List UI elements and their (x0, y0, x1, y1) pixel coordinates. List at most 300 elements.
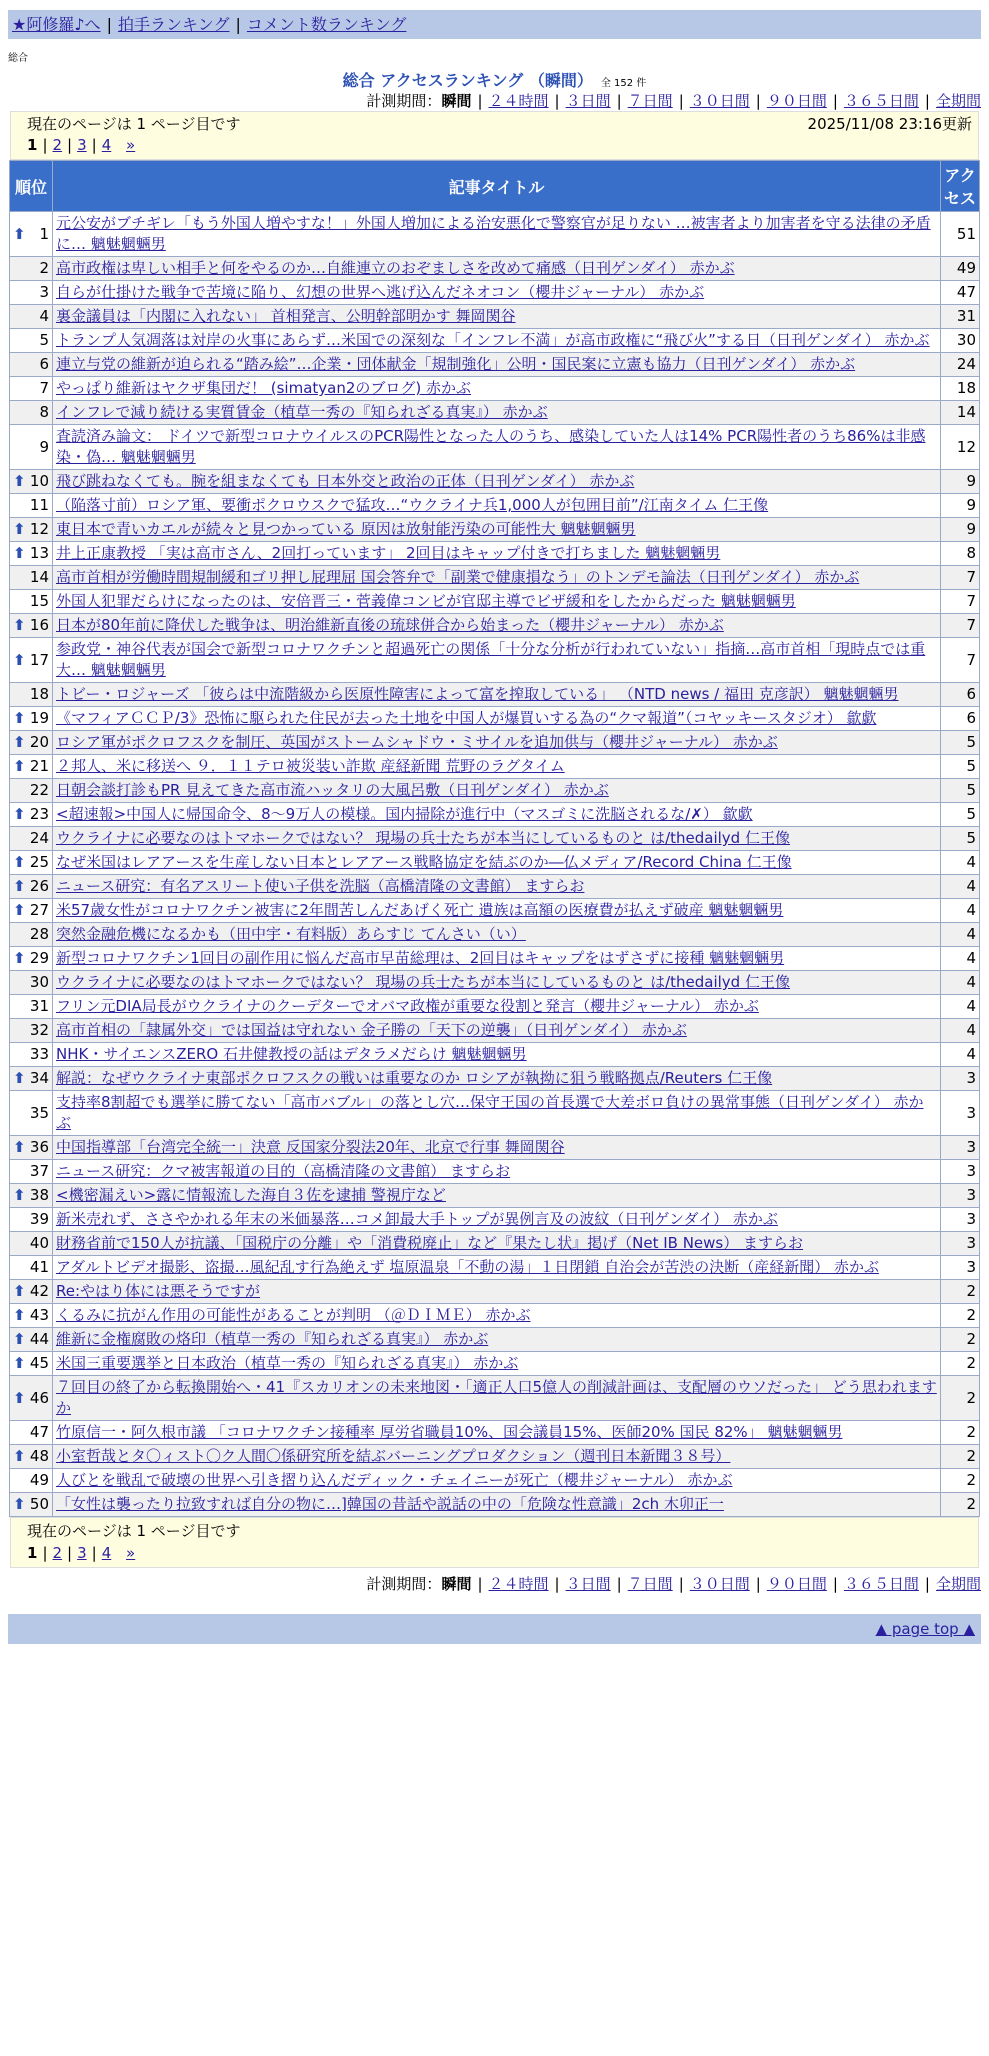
rank-cell (10, 1493, 52, 1516)
article-link[interactable]: ウクライナに必要なのはトマホークではない？ 現場の兵士たちが本当にしているものと は/thedailyd 仁王像 (56, 829, 790, 847)
table-row (10, 1232, 979, 1255)
rank-number: 9 (39, 437, 49, 456)
rank-number: 11 (29, 496, 49, 514)
access-count: 5 (941, 803, 979, 826)
rank-cell (10, 1019, 52, 1042)
article-link[interactable]: （陥落寸前）ロシア軍、要衝ポクロウスクで猛攻…“ウクライナ兵1,000人が包囲目前”/江南タイム 仁王像 (56, 496, 769, 514)
footer-bar (8, 1614, 981, 1644)
access-count: 4 (941, 851, 979, 874)
table-row (10, 683, 979, 706)
period-link-4[interactable]: ９０日間 (766, 92, 827, 110)
header-rank: 順位 (10, 161, 52, 211)
access-count: 4 (941, 1019, 979, 1042)
article-link[interactable]: トランプ人気凋落は対岸の火事にあらず…米国での深刻な「インフレ不満」が高市政権に“飛び火”する日（日刊ゲンダイ） 赤かぶ (56, 331, 930, 349)
table-row (10, 590, 979, 613)
article-link[interactable]: Re:やはり体には悪そうですが (56, 1282, 261, 1300)
title-cell (53, 1493, 940, 1516)
table-row (10, 566, 979, 589)
article-link[interactable]: 「女性は襲ったり拉致すれば自分の物に…]韓国の昔話や説話の中の「危険な性意識」2ch 木卯正一 (56, 1495, 724, 1513)
rank-cell (10, 1376, 52, 1420)
article-link[interactable]: ウクライナに必要なのはトマホークではない？ 現場の兵士たちが本当にしているものと は/thedailyd 仁王像 (56, 973, 790, 991)
period-link-3[interactable]: ３０日間 (689, 92, 750, 110)
article-link[interactable]: 突然金融危機になるかも（田中宇・有料版）あらすじ てんさい（い） (56, 925, 526, 943)
pager-separator: | (67, 136, 73, 154)
access-count: 5 (941, 755, 979, 778)
article-link[interactable]: 竹原信一・阿久根市議 「コロナワクチン接種率 厚労省職員10%、国会議員15%、医師20% 国民 82%」 魑魅魍魎男 (56, 1423, 843, 1441)
title-cell (53, 899, 940, 922)
table-row (10, 779, 979, 802)
period-link-2-bottom[interactable]: ７日間 (627, 1575, 673, 1593)
rank-cell (10, 1469, 52, 1492)
pager-link-3[interactable]: 3 (77, 136, 87, 154)
table-row (10, 875, 979, 898)
rank-number: 28 (29, 925, 49, 943)
up-arrow-icon: ⬆ (13, 877, 26, 895)
rank-cell (10, 638, 52, 682)
title-cell (53, 683, 940, 706)
article-link[interactable]: 人びとを戦乱で破壊の世界へ引き摺り込んだディック・チェイニーが死亡（櫻井ジャーナル） 赤かぶ (56, 1471, 733, 1489)
pager-separator (116, 136, 121, 154)
title-cell (53, 1067, 940, 1090)
period-link-5[interactable]: ３６５日間 (843, 92, 919, 110)
pager-link-4-bottom[interactable]: 4 (101, 1544, 112, 1562)
access-count: 51 (941, 212, 979, 256)
rank-cell (10, 1256, 52, 1279)
access-count: 6 (941, 707, 979, 730)
article-link[interactable]: ニュース研究：有名アスリート使い子供を洗脳（高橋清隆の文書館） ますらお (56, 877, 585, 895)
up-arrow-icon: ⬆ (13, 1186, 26, 1204)
period-link-1-bottom[interactable]: ３日間 (565, 1575, 611, 1593)
rank-cell (10, 566, 52, 589)
access-count: 2 (941, 1376, 979, 1420)
up-arrow-icon: ⬆ (13, 949, 26, 967)
pager-link-4[interactable]: 4 (101, 136, 112, 154)
table-row (10, 401, 979, 424)
article-link[interactable]: 自らが仕掛けた戦争で苦境に陥り、幻想の世界へ逃げ込んだネオコン（櫻井ジャーナル） 赤かぶ (56, 283, 705, 301)
access-count: 4 (941, 899, 979, 922)
period-current: 瞬間 (441, 1575, 472, 1593)
rank-number: 18 (29, 685, 49, 703)
period-separator: | (477, 92, 483, 110)
page-info: 現在のページは 1 ページ目です (27, 115, 241, 133)
access-count: 2 (941, 1280, 979, 1303)
article-link[interactable]: 外国人犯罪だらけになったのは、安倍晋三・菅義偉コンビが官邸主導でビザ緩和をしたからだった 魑魅魍魎男 (56, 592, 796, 610)
access-count: 4 (941, 947, 979, 970)
title-cell (53, 281, 940, 304)
rank-number: 20 (29, 733, 49, 751)
access-count: 7 (941, 614, 979, 637)
rank-number: 27 (29, 901, 49, 919)
rank-cell (10, 614, 52, 637)
access-count: 49 (941, 257, 979, 280)
table-row (10, 1136, 979, 1159)
up-arrow-icon: ⬆ (13, 224, 26, 243)
article-link[interactable]: 参政党・神谷代表が国会で新型コロナワクチンと超過死亡の関係「十分な分析が行われていない」指摘…高市首相「現時点では重大… 魑魅魍魎男 (56, 640, 926, 679)
period-link-3-bottom[interactable]: ３０日間 (689, 1575, 750, 1593)
pager-link-3-bottom[interactable]: 3 (77, 1544, 87, 1562)
article-link[interactable]: ロシア軍がポクロフスクを制圧、英国がストームシャドウ・ミサイルを追加供与（櫻井ジャーナル） 赤かぶ (56, 733, 778, 751)
rank-cell (10, 899, 52, 922)
ranking-title: 総合 アクセスランキング （瞬間） (342, 71, 593, 90)
table-row (10, 1160, 979, 1183)
period-link-0[interactable]: ２４時間 (488, 92, 549, 110)
rank-number: 34 (29, 1069, 49, 1087)
article-link[interactable]: 日朝会談打診もPR 見えてきた高市流ハッタリの大風呂敷（日刊ゲンダイ） 赤かぶ (56, 781, 609, 799)
title-cell (53, 995, 940, 1018)
article-link[interactable]: ニュース研究：クマ被害報道の目的（高橋清隆の文書館） ますらお (56, 1162, 511, 1180)
rank-number: 47 (29, 1423, 49, 1441)
rank-number: 44 (29, 1330, 49, 1348)
pager-separator: | (42, 136, 48, 154)
period-link-4-bottom[interactable]: ９０日間 (766, 1575, 827, 1593)
period-separator: | (616, 1575, 622, 1593)
access-count: 8 (941, 542, 979, 565)
title-cell (53, 614, 940, 637)
article-link[interactable]: 連立与党の維新が迫られる“踏み絵”…企業・団体献金「規制強化」公明・国民案に立憲も協力（日刊ゲンダイ） 赤かぶ (56, 355, 856, 373)
up-arrow-icon: ⬆ (13, 1282, 26, 1300)
table-row (10, 1328, 979, 1351)
title-cell (53, 590, 940, 613)
period-separator: | (477, 1575, 483, 1593)
page-top-link[interactable]: ▲ page top ▲ (875, 1620, 975, 1638)
article-link[interactable]: 東日本で青いカエルが続々と見つかっている 原因は放射能汚染の可能性大 魑魅魍魎男 (56, 520, 636, 538)
table-row (10, 1067, 979, 1090)
rank-cell (10, 401, 52, 424)
article-link[interactable]: やっぱり維新はヤクザ集団だ！ (simatyan2のブログ) 赤かぶ (56, 379, 472, 397)
table-row (10, 1091, 979, 1135)
title-cell (53, 875, 940, 898)
title-cell (53, 947, 940, 970)
rank-number: 49 (29, 1471, 49, 1489)
article-link[interactable]: なぜ米国はレアアースを生産しない日本とレアアース戦略協定を結ぶのか―仏メディア/Record China 仁王像 (56, 853, 792, 871)
title-cell (53, 1256, 940, 1279)
article-link[interactable]: インフレで減り続ける実質賃金（植草一秀の『知られざる真実』） 赤かぶ (56, 403, 548, 421)
rank-number: 23 (29, 805, 49, 823)
title-cell (53, 1208, 940, 1231)
rank-cell (10, 1280, 52, 1303)
access-count: 7 (941, 566, 979, 589)
access-count: 3 (941, 1160, 979, 1183)
table-row (10, 614, 979, 637)
period-separator: | (832, 1575, 838, 1593)
rank-number: 13 (29, 544, 49, 562)
rank-number: 36 (29, 1138, 49, 1156)
article-link[interactable]: 高市首相の「隷属外交」では国益は守れない 金子勝の「天下の逆襲」（日刊ゲンダイ） 赤かぶ (56, 1021, 687, 1039)
table-row (10, 1376, 979, 1420)
table-row (10, 329, 979, 352)
article-link[interactable]: 中国指導部「台湾完全統一」決意 反国家分裂法20年、北京で行事 舞岡関谷 (56, 1138, 565, 1156)
table-row (10, 353, 979, 376)
rank-number: 30 (29, 973, 49, 991)
article-link[interactable]: ２邦人、米に移送へ ９．１１テロ被災装い詐欺 産経新聞 荒野のラグタイム (56, 757, 565, 775)
article-link[interactable]: 日本が80年前に降伏した戦争は、明治維新直後の琉球併合から始まった（櫻井ジャーナル） 赤かぶ (56, 616, 724, 634)
period-link-6[interactable]: 全期間 (935, 92, 981, 110)
table-row (10, 1256, 979, 1279)
access-count: 9 (941, 494, 979, 517)
access-count: 2 (941, 1493, 979, 1516)
rank-number: 5 (39, 331, 49, 349)
rank-number: 37 (29, 1162, 49, 1180)
up-arrow-icon: ⬆ (13, 1306, 26, 1324)
rank-cell (10, 1208, 52, 1231)
rank-number: 25 (29, 853, 49, 871)
table-row (10, 971, 979, 994)
article-link[interactable]: ７回目の終了から転換開始へ・41『スカリオンの未来地図・「適正人口5億人の削減計画は、支配層のウソだった」 どう思われますか (56, 1378, 937, 1417)
rank-number: 7 (39, 379, 49, 397)
rank-cell (10, 827, 52, 850)
page-info-bottom: 現在のページは 1 ページ目です (27, 1522, 241, 1540)
table-row (10, 1469, 979, 1492)
period-link-2[interactable]: ７日間 (627, 92, 673, 110)
rank-cell (10, 305, 52, 328)
pager-separator: | (91, 136, 97, 154)
pager-next-bottom[interactable]: » (126, 1544, 136, 1562)
period-label: 計測期間： (366, 92, 442, 110)
rank-cell (10, 875, 52, 898)
title-cell (53, 1445, 940, 1468)
access-count: 2 (941, 1445, 979, 1468)
title-cell (53, 1304, 940, 1327)
title-cell (53, 1091, 940, 1135)
page-title (0, 68, 989, 91)
access-count: 4 (941, 923, 979, 946)
article-link[interactable]: アダルトビデオ撮影、盗撮…風紀乱す行為絶えず 塩原温泉「不動の湯」１日閉鎖 自治会が苦渋の決断（産経新聞） 赤かぶ (56, 1258, 879, 1276)
nav-separator: | (106, 15, 112, 34)
pager-next[interactable]: » (126, 136, 136, 154)
rank-cell (10, 494, 52, 517)
article-link[interactable]: 小室哲哉とタ〇ィスト〇ク人間〇係研究所を結ぶバーニングプロダクション（週刊日本新聞３８号） (56, 1447, 731, 1465)
period-link-5-bottom[interactable]: ３６５日間 (843, 1575, 919, 1593)
title-cell (53, 923, 940, 946)
rank-cell (10, 212, 52, 256)
access-count: 9 (941, 470, 979, 493)
title-cell (53, 470, 940, 493)
period-separator: | (924, 92, 930, 110)
table-row (10, 638, 979, 682)
pager-link-2[interactable]: 2 (52, 136, 63, 154)
article-link[interactable]: <機密漏えい>露に情報流した海自３佐を逮捕 警視庁など (56, 1186, 446, 1204)
table-row (10, 1493, 979, 1516)
access-count: 4 (941, 995, 979, 1018)
access-count: 3 (941, 1067, 979, 1090)
period-link-6-bottom[interactable]: 全期間 (935, 1575, 981, 1593)
period-separator: | (678, 1575, 684, 1593)
rank-number: 29 (29, 949, 49, 967)
access-count: 47 (941, 281, 979, 304)
rank-number: 15 (29, 592, 49, 610)
table-row (10, 377, 979, 400)
article-link[interactable]: 高市首相が労働時間規制緩和ゴリ押し屁理屈 国会答弁で「副業で健康損なう」のトンデモ論法（日刊ゲンダイ） 赤かぶ (56, 568, 860, 586)
title-cell (53, 1019, 940, 1042)
rank-number: 33 (29, 1045, 49, 1063)
table-row (10, 542, 979, 565)
period-separator: | (554, 1575, 560, 1593)
table-row (10, 755, 979, 778)
table-row (10, 995, 979, 1018)
period-link-0-bottom[interactable]: ２４時間 (488, 1575, 549, 1593)
title-cell (53, 212, 940, 256)
table-row (10, 1184, 979, 1207)
pager-separator (116, 1544, 121, 1562)
table-row (10, 1043, 979, 1066)
title-cell (53, 851, 940, 874)
rank-cell (10, 947, 52, 970)
article-link[interactable]: 米国三重要選挙と日本政治（植草一秀の『知られざる真実』） 赤かぶ (56, 1354, 519, 1372)
period-separator: | (616, 92, 622, 110)
rank-cell (10, 281, 52, 304)
access-count: 5 (941, 779, 979, 802)
total-count: 全 152 件 (600, 78, 647, 89)
rank-cell (10, 590, 52, 613)
access-count: 3 (941, 1256, 979, 1279)
period-separator: | (678, 92, 684, 110)
article-link[interactable]: トビー・ロジャーズ 「彼らは中流階級から医原性障害によって富を搾取している」 （NTD news / 福田 克彦訳） 魑魅魍魎男 (56, 685, 899, 703)
period-current: 瞬間 (441, 92, 472, 110)
title-cell (53, 329, 940, 352)
up-arrow-icon: ⬆ (13, 853, 26, 871)
article-link[interactable]: くるみに抗がん作用の可能性があることが判明 （＠ＤＩＭＥ） 赤かぶ (56, 1306, 531, 1324)
period-separator: | (832, 92, 838, 110)
article-link[interactable]: 査読済み論文： ドイツで新型コロナウイルスのPCR陽性となった人のうち、感染していた人は14% PCR陽性者のうち86%は非感染・偽… 魑魅魍魎男 (56, 427, 926, 466)
rank-number: 35 (29, 1103, 49, 1122)
article-link[interactable]: 裏金議員は「内閣に入れない」 首相発言、公明幹部明かす 舞岡関谷 (56, 307, 516, 325)
period-link-1[interactable]: ３日間 (565, 92, 611, 110)
rank-cell (10, 470, 52, 493)
access-count: 2 (941, 1304, 979, 1327)
article-link[interactable]: 元公安がブチギレ「もう外国人増やすな！」外国人増加による治安悪化で警察官が足りない …被害者より加害者を守る法律の矛盾に… 魑魅魍魎男 (56, 214, 931, 253)
title-cell (53, 353, 940, 376)
article-link[interactable]: 維新に金権腐敗の烙印（植草一秀の『知られざる真実』） 赤かぶ (56, 1330, 489, 1348)
up-arrow-icon: ⬆ (13, 757, 26, 775)
title-cell (53, 401, 940, 424)
access-count: 4 (941, 875, 979, 898)
title-cell (53, 377, 940, 400)
rank-cell (10, 971, 52, 994)
title-cell (53, 1421, 940, 1444)
up-arrow-icon: ⬆ (13, 709, 26, 727)
article-link[interactable]: 新型コロナワクチン1回目の副作用に悩んだ高市早苗総理は、2回目はキャップをはずさずに接種 魑魅魍魎男 (56, 949, 785, 967)
article-link[interactable]: 米57歳女性がコロナワクチン被害に2年間苦しんだあげく死亡 遺族は高額の医療費が払えず破産 魑魅魍魎男 (56, 901, 784, 919)
article-link[interactable]: <超速報>中国人に帰国命令、8～9万人の模様。国内掃除が進行中（マスゴミに洗脳されるな/✗） 歙歔 (56, 805, 753, 823)
article-link[interactable]: 解説：なぜウクライナ東部ポクロフスクの戦いは重要なのか ロシアが執拗に狙う戦略拠点/Reuters 仁王像 (56, 1069, 773, 1087)
up-arrow-icon: ⬆ (13, 472, 26, 490)
table-row (10, 1019, 979, 1042)
access-count: 3 (941, 1091, 979, 1135)
title-cell (53, 638, 940, 682)
up-arrow-icon: ⬆ (13, 616, 26, 634)
title-cell (53, 707, 940, 730)
rank-number: 6 (39, 355, 49, 373)
access-count: 7 (941, 590, 979, 613)
rank-cell (10, 353, 52, 376)
title-cell (53, 1469, 940, 1492)
rank-cell (10, 1352, 52, 1375)
pager-link-2-bottom[interactable]: 2 (52, 1544, 63, 1562)
article-link[interactable]: 井上正康教授 「実は高市さん、2回打っています」 2回目はキャップ付きで打ちました 魑魅魍魎男 (56, 544, 721, 562)
period-separator: | (554, 92, 560, 110)
access-count: 7 (941, 638, 979, 682)
up-arrow-icon: ⬆ (13, 1330, 26, 1348)
access-count: 30 (941, 329, 979, 352)
rank-number: 19 (29, 709, 49, 727)
rank-number: 42 (29, 1282, 49, 1300)
title-cell (53, 803, 940, 826)
rank-cell (10, 1328, 52, 1351)
nav-comment-ranking[interactable]: コメント数ランキング (246, 15, 407, 34)
access-count: 9 (941, 518, 979, 541)
access-count: 2 (941, 1352, 979, 1375)
table-row (10, 1352, 979, 1375)
article-link[interactable]: 高市政権は卑しい相手と何をやるのか…自維連立のおぞましさを改めて痛感（日刊ゲンダイ） 赤かぶ (56, 259, 735, 277)
article-link[interactable]: NHK・サイエンスZERO 石井健教授の話はデタラメだらけ 魑魅魍魎男 (56, 1045, 527, 1063)
up-arrow-icon: ⬆ (13, 805, 26, 823)
rank-number: 41 (29, 1258, 49, 1276)
title-cell (53, 779, 940, 802)
up-arrow-icon: ⬆ (13, 1495, 26, 1513)
rank-cell (10, 779, 52, 802)
title-cell (53, 542, 940, 565)
access-count: 24 (941, 353, 979, 376)
rank-number: 10 (29, 472, 49, 490)
pager-separator: | (42, 1544, 48, 1562)
up-arrow-icon: ⬆ (13, 650, 26, 669)
rank-number: 38 (29, 1186, 49, 1204)
category-label: 総合 (8, 53, 28, 64)
table-row (10, 827, 979, 850)
rank-cell (10, 1160, 52, 1183)
title-cell (53, 305, 940, 328)
table-row (10, 281, 979, 304)
title-cell (53, 827, 940, 850)
title-cell (53, 566, 940, 589)
access-count: 5 (941, 731, 979, 754)
rank-number: 22 (29, 781, 49, 799)
article-link[interactable]: 新米売れず、ささやかれる年末の米価暴落…コメ卸最大手トップが異例言及の波紋（日刊ゲンダイ） 赤かぶ (56, 1210, 778, 1228)
article-link[interactable]: 財務省前で150人が抗議、「国税庁の分離」や「消費税廃止」など『果たし状』掲げ（Net IB News） ますらお (56, 1234, 804, 1252)
up-arrow-icon: ⬆ (13, 1388, 26, 1407)
period-separator: | (924, 1575, 930, 1593)
title-cell (53, 1043, 940, 1066)
rank-number: 32 (29, 1021, 49, 1039)
table-row (10, 257, 979, 280)
title-cell (53, 1376, 940, 1420)
article-link[interactable]: 支持率8割超でも選挙に勝てない「高市バブル」の落とし穴…保守王国の首長選で大差ボロ負けの異常事態（日刊ゲンダイ） 赤かぶ (56, 1093, 924, 1132)
rank-number: 39 (29, 1210, 49, 1228)
article-link[interactable]: 飛び跳ねなくても。腕を組まなくても 日本外交と政治の正体（日刊ゲンダイ） 赤かぶ (56, 472, 635, 490)
title-cell (53, 1232, 940, 1255)
article-link[interactable]: 《マフィアＣＣＰ/3》恐怖に駆られた住民が去った土地を中国人が爆買いする為の“クマ報道”（コヤッキースタジオ） 歙歔 (56, 709, 877, 727)
nav-asyura-home[interactable]: ★阿修羅♪へ (12, 15, 101, 34)
title-cell (53, 1280, 940, 1303)
rank-cell (10, 425, 52, 469)
title-cell (53, 1328, 940, 1351)
up-arrow-icon: ⬆ (13, 1447, 26, 1465)
period-selector (0, 91, 981, 111)
rank-cell (10, 329, 52, 352)
rank-number: 48 (29, 1447, 49, 1465)
article-link[interactable]: フリン元DIA局長がウクライナのクーデターでオバマ政権が重要な役割と発言（櫻井ジャーナル） 赤かぶ (56, 997, 759, 1015)
title-cell (53, 971, 940, 994)
rank-number: 50 (29, 1495, 49, 1513)
access-count: 6 (941, 683, 979, 706)
access-count: 3 (941, 1232, 979, 1255)
rank-cell (10, 377, 52, 400)
title-cell (53, 731, 940, 754)
rank-number: 12 (29, 520, 49, 538)
rank-cell (10, 1421, 52, 1444)
rank-cell (10, 707, 52, 730)
nav-clap-ranking[interactable]: 拍手ランキング (117, 15, 230, 34)
